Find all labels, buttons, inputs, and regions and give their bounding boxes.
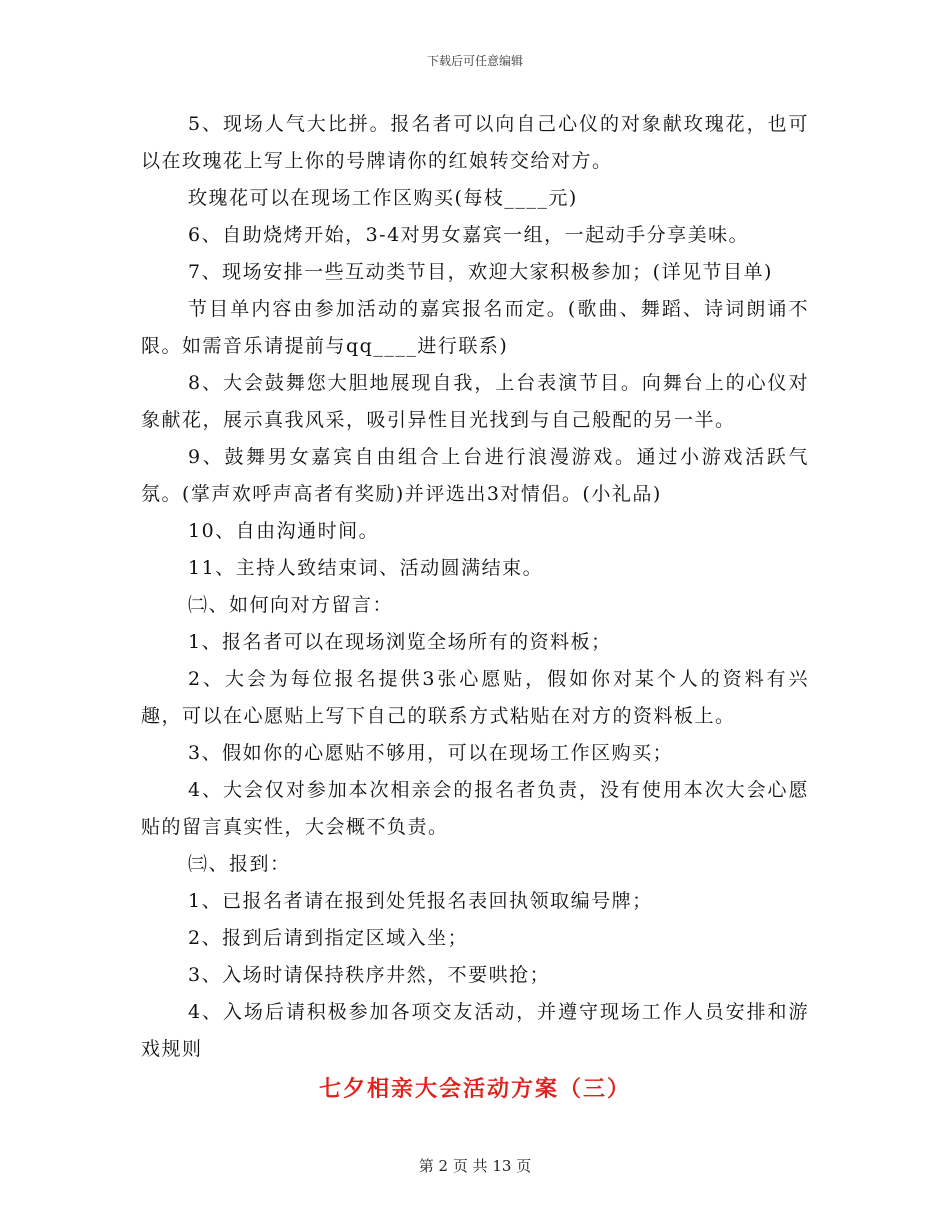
- paragraph-message-3: 3、假如你的心愿贴不够用，可以在现场工作区购买；: [188, 742, 674, 764]
- paragraph-item-9: 9、鼓舞男女嘉宾自由组合上台进行浪漫游戏。通过小游戏活跃气氛。(掌声欢呼声高者有奖励)并评选出3对情侣。(小礼品): [141, 446, 809, 505]
- paragraph-checkin-3: 3、入场时请保持秩序井然，不要哄抢；: [188, 964, 551, 986]
- paragraph-item-5: 5、现场人气大比拼。报名者可以向自己心仪的对象献玫瑰花，也可以在玫瑰花上写上你的号牌请你的红娘转交给对方。: [141, 113, 809, 172]
- paragraph-checkin-2: 2、报到后请到指定区域入坐；: [188, 927, 469, 949]
- paragraph-item-6: 6、自助烧烤开始，3-4对男女嘉宾一组，一起动手分享美味。: [188, 224, 750, 246]
- page-header: 下载后可任意编辑: [426, 54, 523, 68]
- paragraph-item-7: 7、现场安排一些互动类节目，欢迎大家积极参加；(详见节目单): [188, 261, 773, 283]
- paragraph-checkin-1: 1、已报名者请在报到处凭报名表回执领取编号牌；: [188, 890, 653, 912]
- paragraph-message-4: 4、大会仅对参加本次相亲会的报名者负责，没有使用本次大会心愿贴的留言真实性，大会概不负责。: [141, 779, 809, 838]
- paragraph-checkin-4: 4、入场后请积极参加各项交友活动，并遵守现场工作人员安排和游戏规则: [141, 1001, 809, 1060]
- subsection-heading-checkin: ㈢、报到：: [188, 853, 291, 875]
- section-title: 七夕相亲大会活动方案（三）: [318, 1077, 631, 1102]
- paragraph-message-1: 1、报名者可以在现场浏览全场所有的资料板；: [188, 631, 612, 653]
- page-footer: 第 2 页 共 13 页: [418, 1157, 532, 1175]
- subsection-heading-message: ㈡、如何向对方留言：: [188, 594, 394, 616]
- paragraph-message-2: 2、大会为每位报名提供3张心愿贴，假如你对某个人的资料有兴趣，可以在心愿贴上写下自己的联系方式粘贴在对方的资料板上。: [141, 668, 809, 727]
- paragraph-item-11: 11、主持人致结束词、活动圆满结束。: [188, 557, 544, 579]
- paragraph-program-list: 节目单内容由参加活动的嘉宾报名而定。(歌曲、舞蹈、诗词朗诵不限。如需音乐请提前与qq____进行联系): [141, 298, 809, 357]
- paragraph-item-10: 10、自由沟通时间。: [188, 520, 380, 542]
- paragraph-item-8: 8、大会鼓舞您大胆地展现自我，上台表演节目。向舞台上的心仪对象献花，展示真我风采，吸引异性目光找到与自己般配的另一半。: [141, 372, 809, 431]
- document-body: [141, 106, 809, 1068]
- paragraph-rose-purchase: 玫瑰花可以在现场工作区购买(每枝____元): [188, 187, 578, 209]
